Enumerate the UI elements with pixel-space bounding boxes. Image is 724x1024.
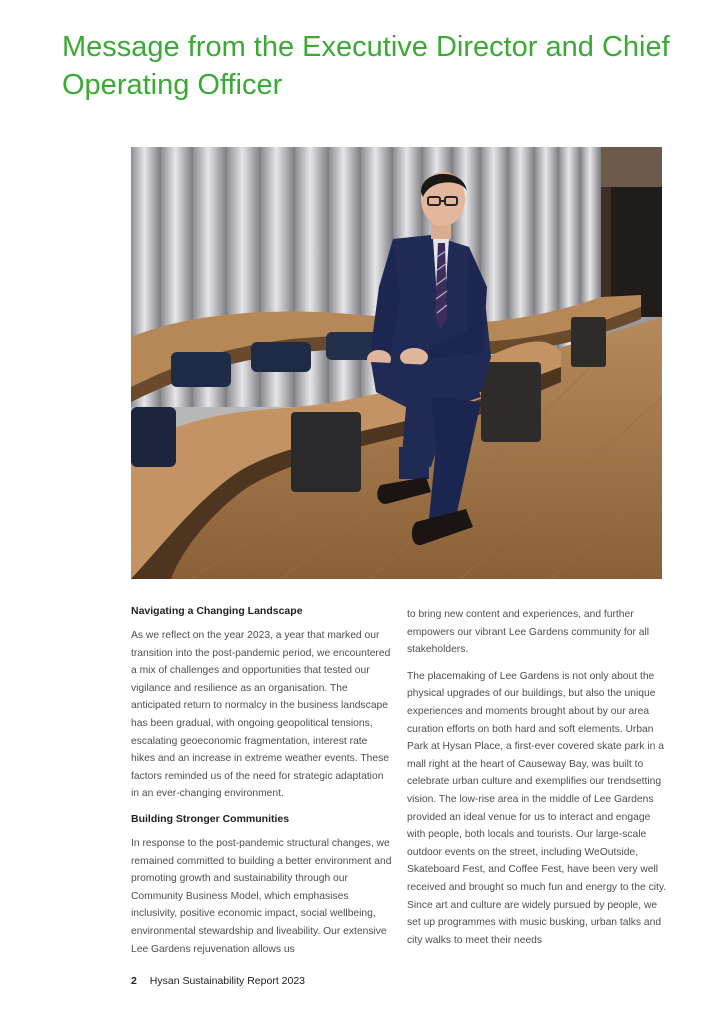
body-paragraph: The placemaking of Lee Gardens is not only about the physical upgrades of our buildings, but also the unique experiences and moments brought about by our area curation efforts on both hard and soft elements. Urban Park at Hysan Place, a first-ever covered skate park in a mall right at the heart of Causeway Bay, was built to celebrate urban culture and exemplifies our trendsetting vision. The low-rise area in the middle of Lee Gardens provided an ideal venue for us to interact and engage with people, both locals and tourists. Our large-scale outdoor events on the street, including WeOutside, Skateboard Fest, and Coffee Fest, have been very well received and brought so much fun and energy to the city. Since art and culture are widely pursued by people, we set up programmes with music busking, urban talks and city walks to meet their needs bbox=[407, 670, 667, 946]
body-paragraph: As we reflect on the year 2023, a year that marked our transition into the post-pandemic period, we encountered a mix of challenges and opportunities that tested our vigilance and resilience as an organisation. The anticipated return to normalcy in the business landscape has been gradual, with ongoing geopolitical tensions, escalating geoeconomic fragmentation, interest rate hikes and an increase in extreme weather events. These factors reminded us of the need for strategic adaptation in an ever-changing environment. bbox=[131, 630, 391, 800]
left-column bbox=[131, 604, 393, 967]
body-paragraph: to bring new content and experiences, and further empowers our vibrant Lee Gardens community for all stakeholders. bbox=[407, 609, 650, 656]
right-column bbox=[407, 606, 669, 958]
report-name: Hysan Sustainability Report 2023 bbox=[149, 975, 306, 987]
section-heading: Building Stronger Communities bbox=[131, 812, 290, 825]
executive-photo bbox=[131, 147, 662, 579]
body-paragraph: In response to the post-pandemic structural changes, we remained committed to building a better environment and promoting growth and sustainability through our Community Business Model, which emphasises inclusivity, positive economic impact, social wellbeing, environmental stewardship and liveability. Our extensive Lee Gardens rejuvenation allows us bbox=[131, 837, 392, 955]
page-number: 2 bbox=[131, 975, 137, 987]
page-title: Message from the Executive Director and Chief Operating Officer bbox=[62, 31, 670, 101]
section-heading: Navigating a Changing Landscape bbox=[131, 605, 303, 617]
page-footer bbox=[131, 975, 305, 987]
